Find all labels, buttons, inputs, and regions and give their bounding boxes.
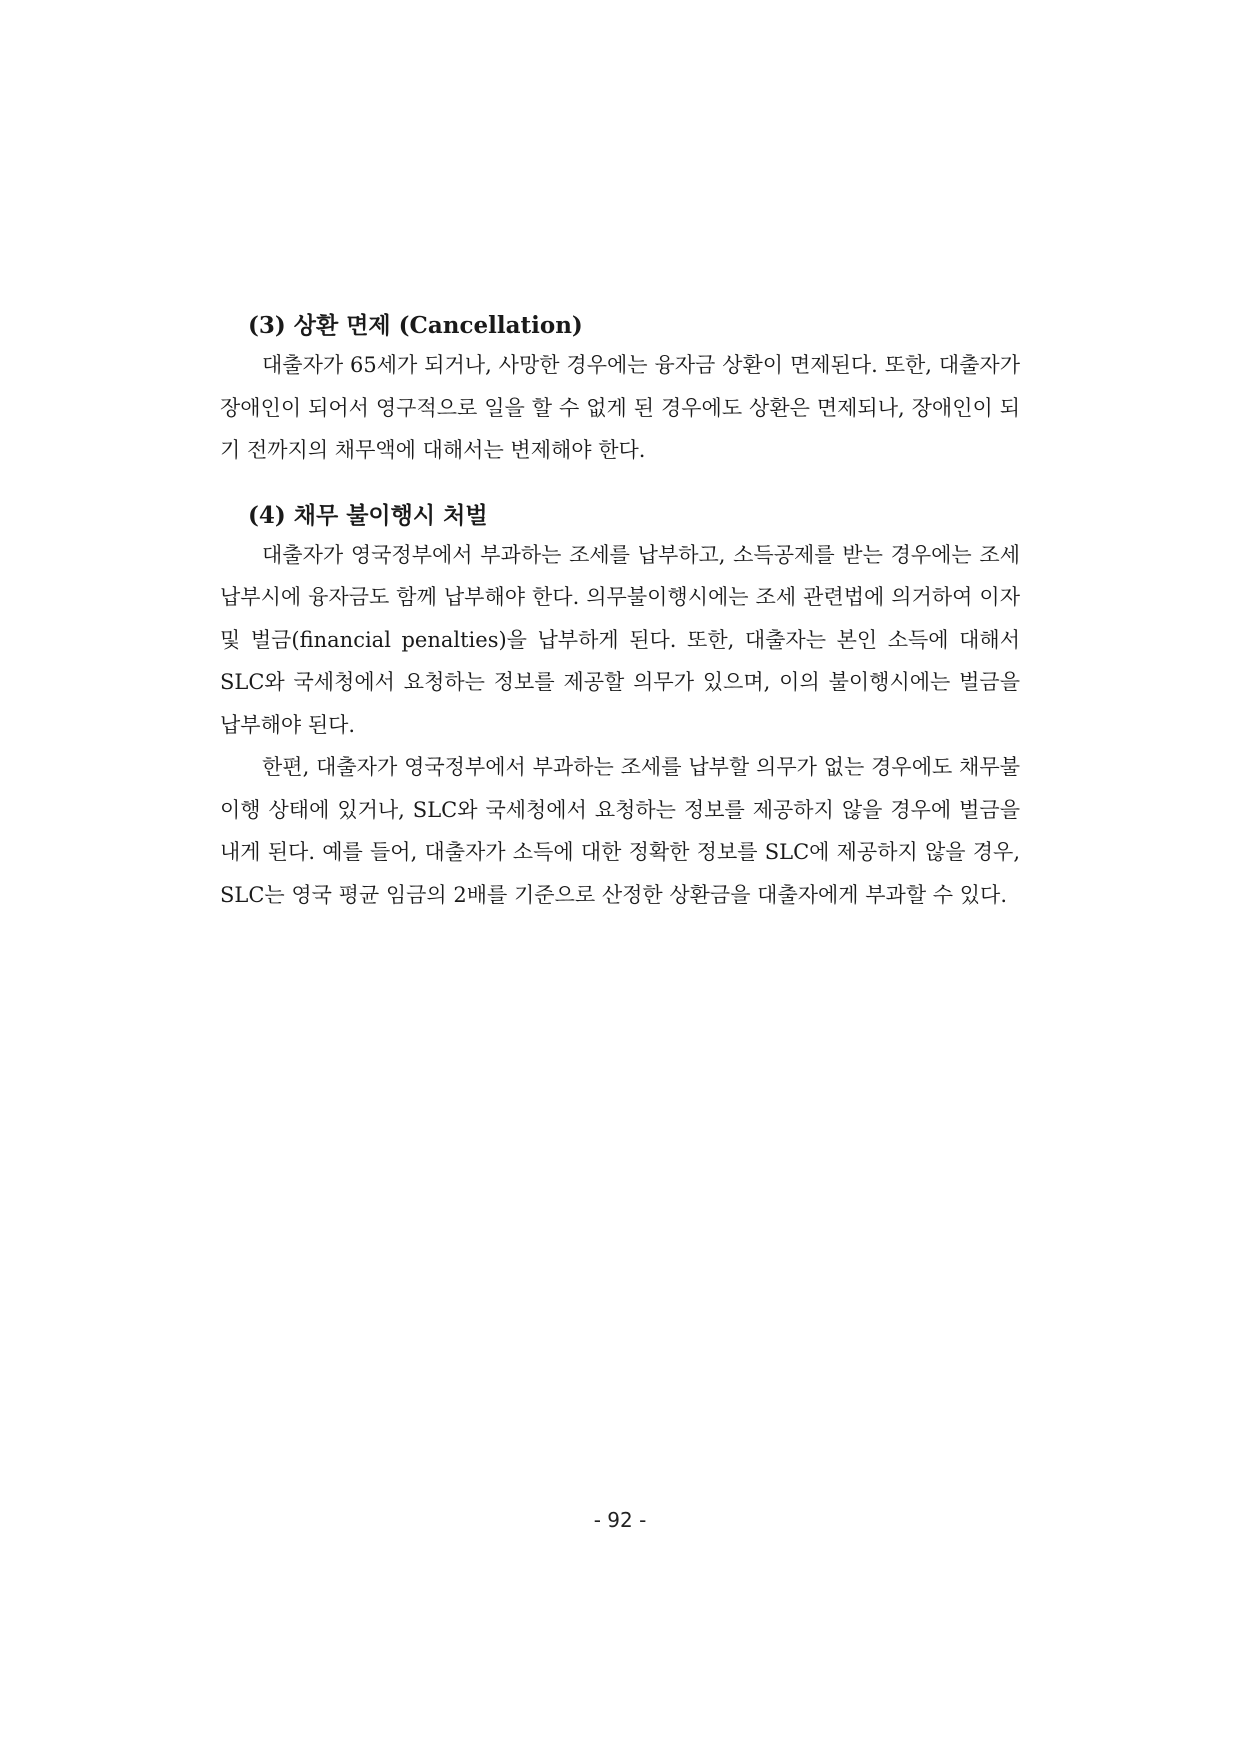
paragraph: 대출자가 영국정부에서 부과하는 조세를 납부하고, 소득공제를 받는 경우에는 조세 납부시에 융자금도 함께 납부해야 한다. 의무불이행시에는 조세 관련법에 의거하여 이자 및 벌금(financial penalties)을 납부하게 된다. 또한, 대출자는 본인 소득에 대해서 SLC와 국세청에서 요청하는 정보를 제공할 의무가 있으며, 이의 불이행시에는 벌금을 납부해야 된다. (220, 542, 1020, 737)
page-number: - 92 - (593, 1508, 647, 1532)
paragraph: 한편, 대출자가 영국정부에서 부과하는 조세를 납부할 의무가 없는 경우에도 채무불이행 상태에 있거나, SLC와 국세청에서 요청하는 정보를 제공하지 않을 경우에 벌금을 내게 된다. 예를 들어, 대출자가 소득에 대한 정확한 정보를 SLC에 제공하지 않을 경우, SLC는 영국 평균 임금의 2배를 기준으로 산정한 상환금을 대출자에게 부과할 수 있다. (220, 755, 1020, 907)
paragraph: 대출자가 65세가 되거나, 사망한 경우에는 융자금 상환이 면제된다. 또한, 대출자가 장애인이 되어서 영구적으로 일을 할 수 없게 된 경우에도 상환은 면제되나, 장애인이 되기 전까지의 채무액에 대해서는 변제해야 한다. (220, 353, 1020, 462)
section-default-penalty (220, 498, 1020, 917)
document-body (220, 308, 1020, 916)
section-cancellation (220, 308, 1020, 472)
section-heading-default-penalty: (4) 채무 불이행시 처벌 (248, 501, 488, 529)
section-heading-cancellation: (3) 상환 면제 (Cancellation) (248, 312, 583, 339)
